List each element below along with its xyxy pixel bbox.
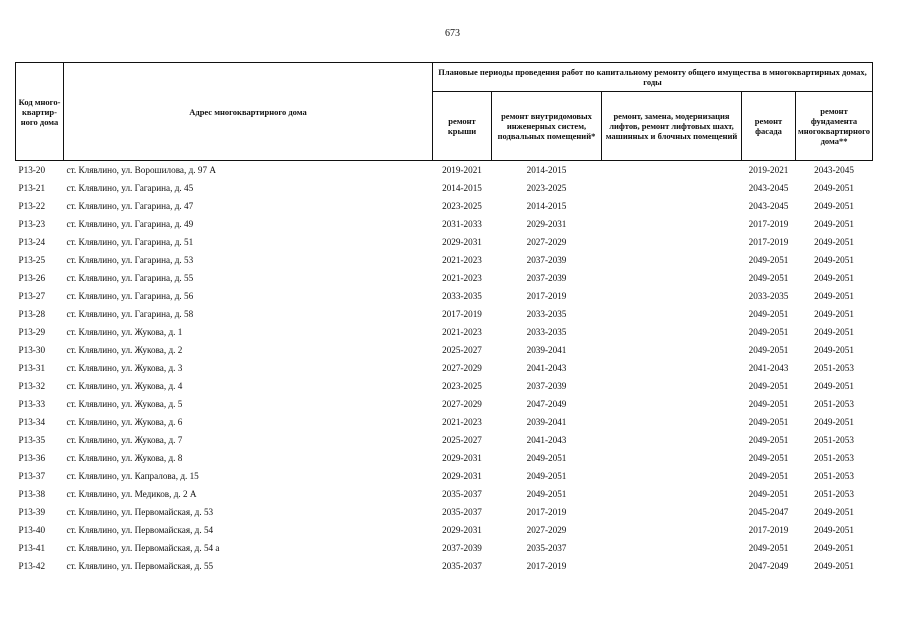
roof-period-cell: 2029-2031 [442, 237, 482, 247]
engineering-period-cell: 2037-2039 [526, 273, 567, 283]
lift-period-cell [602, 341, 742, 359]
facade-period-cell: 2043-2045 [748, 183, 789, 193]
facade-period-cell: 2041-2043 [748, 363, 789, 373]
lift-period-cell [602, 449, 742, 467]
engineering-period-cell: 2039-2041 [526, 417, 567, 427]
table-row [16, 395, 873, 413]
facade-period-cell: 2047-2049 [748, 561, 789, 571]
roof-period-cell: 2033-2035 [442, 291, 482, 301]
building-code-cell: Р13-27 [18, 291, 46, 301]
table-row [16, 557, 873, 575]
table-row [16, 485, 873, 503]
facade-period-cell: 2043-2045 [748, 201, 789, 211]
table-row [16, 413, 873, 431]
table-row [16, 341, 873, 359]
building-code-cell: Р13-24 [18, 237, 46, 247]
header-foundation-repair: ремонт фундамента многоквартирного дома** [796, 92, 873, 161]
building-code-cell: Р13-20 [18, 165, 46, 175]
building-code-cell: Р13-31 [18, 363, 46, 373]
lift-period-cell [602, 251, 742, 269]
foundation-period-cell: 2051-2053 [814, 471, 854, 481]
address-cell: ст. Клявлино, ул. Капралова, д. 15 [66, 471, 199, 481]
facade-period-cell: 2049-2051 [748, 273, 789, 283]
lift-period-cell [602, 521, 742, 539]
roof-period-cell: 2021-2023 [442, 255, 482, 265]
roof-period-cell: 2035-2037 [442, 561, 482, 571]
facade-period-cell: 2049-2051 [748, 255, 789, 265]
table-row [16, 359, 873, 377]
engineering-period-cell: 2033-2035 [526, 327, 567, 337]
engineering-period-cell: 2023-2025 [526, 183, 567, 193]
building-code-cell: Р13-25 [18, 255, 46, 265]
roof-period-cell: 2035-2037 [442, 507, 482, 517]
foundation-period-cell: 2049-2051 [814, 291, 854, 301]
facade-period-cell: 2049-2051 [748, 453, 789, 463]
engineering-period-cell: 2039-2041 [526, 345, 567, 355]
roof-period-cell: 2035-2037 [442, 489, 482, 499]
address-cell: ст. Клявлино, ул. Гагарина, д. 55 [66, 273, 194, 283]
address-cell: ст. Клявлино, ул. Гагарина, д. 58 [66, 309, 194, 319]
table-row [16, 323, 873, 341]
engineering-period-cell: 2027-2029 [526, 525, 567, 535]
engineering-period-cell: 2037-2039 [526, 381, 567, 391]
lift-period-cell [602, 467, 742, 485]
lift-period-cell [602, 413, 742, 431]
foundation-period-cell: 2049-2051 [814, 201, 854, 211]
address-cell: ст. Клявлино, ул. Медиков, д. 2 А [66, 489, 197, 499]
table-header [16, 63, 873, 161]
roof-period-cell: 2031-2033 [442, 219, 482, 229]
facade-period-cell: 2049-2051 [748, 471, 789, 481]
table-row [16, 179, 873, 197]
roof-period-cell: 2029-2031 [442, 471, 482, 481]
lift-period-cell [602, 179, 742, 197]
lift-period-cell [602, 377, 742, 395]
address-cell: ст. Клявлино, ул. Жукова, д. 2 [66, 345, 183, 355]
roof-period-cell: 2027-2029 [442, 363, 482, 373]
table-row [16, 431, 873, 449]
header-engineering-systems-repair: ремонт внутридомовых инженерных систем, подвальных помещений* [492, 92, 602, 161]
foundation-period-cell: 2049-2051 [814, 345, 854, 355]
building-code-cell: Р13-22 [18, 201, 46, 211]
table-row [16, 233, 873, 251]
table-row [16, 521, 873, 539]
foundation-period-cell: 2049-2051 [814, 183, 854, 193]
table-row [16, 377, 873, 395]
facade-period-cell: 2045-2047 [748, 507, 789, 517]
table-row [16, 305, 873, 323]
address-cell: ст. Клявлино, ул. Жукова, д. 4 [66, 381, 183, 391]
lift-period-cell [602, 431, 742, 449]
building-code-cell: Р13-23 [18, 219, 46, 229]
header-address: Адрес многоквартирного дома [64, 63, 433, 161]
address-cell: ст. Клявлино, ул. Ворошилова, д. 97 А [66, 165, 216, 175]
foundation-period-cell: 2051-2053 [814, 453, 854, 463]
foundation-period-cell: 2049-2051 [814, 273, 854, 283]
lift-period-cell [602, 539, 742, 557]
lift-period-cell [602, 323, 742, 341]
engineering-period-cell: 2014-2015 [526, 201, 567, 211]
address-cell: ст. Клявлино, ул. Гагарина, д. 53 [66, 255, 194, 265]
lift-period-cell [602, 269, 742, 287]
roof-period-cell: 2029-2031 [442, 453, 482, 463]
foundation-period-cell: 2049-2051 [814, 543, 854, 553]
foundation-period-cell: 2051-2053 [814, 435, 854, 445]
lift-period-cell [602, 161, 742, 180]
foundation-period-cell: 2049-2051 [814, 561, 854, 571]
table-row [16, 467, 873, 485]
engineering-period-cell: 2049-2051 [526, 471, 567, 481]
address-cell: ст. Клявлино, ул. Гагарина, д. 51 [66, 237, 194, 247]
roof-period-cell: 2021-2023 [442, 417, 482, 427]
address-cell: ст. Клявлино, ул. Жукова, д. 1 [66, 327, 183, 337]
roof-period-cell: 2025-2027 [442, 435, 482, 445]
engineering-period-cell: 2017-2019 [526, 561, 567, 571]
building-code-cell: Р13-28 [18, 309, 46, 319]
building-code-cell: Р13-42 [18, 561, 46, 571]
facade-period-cell: 2049-2051 [748, 543, 789, 553]
table-row [16, 287, 873, 305]
engineering-period-cell: 2033-2035 [526, 309, 567, 319]
foundation-period-cell: 2049-2051 [814, 525, 854, 535]
foundation-period-cell: 2049-2051 [814, 381, 854, 391]
address-cell: ст. Клявлино, ул. Жукова, д. 3 [66, 363, 183, 373]
table-row [16, 197, 873, 215]
building-code-cell: Р13-30 [18, 345, 46, 355]
foundation-period-cell: 2049-2051 [814, 507, 854, 517]
engineering-period-cell: 2041-2043 [526, 363, 567, 373]
header-facade-repair: ремонт фасада [742, 92, 796, 161]
building-code-cell: Р13-21 [18, 183, 46, 193]
header-planned-periods: Плановые периоды проведения работ по капитальному ремонту общего имущества в многоквартирных домах, годы [433, 63, 873, 92]
address-cell: ст. Клявлино, ул. Гагарина, д. 45 [66, 183, 194, 193]
page-number: 673 [445, 28, 460, 39]
roof-period-cell: 2023-2025 [442, 381, 482, 391]
roof-period-cell: 2027-2029 [442, 399, 482, 409]
table-row [16, 449, 873, 467]
address-cell: ст. Клявлино, ул. Гагарина, д. 49 [66, 219, 194, 229]
roof-period-cell: 2021-2023 [442, 273, 482, 283]
table-row [16, 539, 873, 557]
address-cell: ст. Клявлино, ул. Первомайская, д. 54 [66, 525, 214, 535]
facade-period-cell: 2049-2051 [748, 381, 789, 391]
engineering-period-cell: 2035-2037 [526, 543, 567, 553]
address-cell: ст. Клявлино, ул. Жукова, д. 6 [66, 417, 183, 427]
building-code-cell: Р13-38 [18, 489, 46, 499]
foundation-period-cell: 2049-2051 [814, 219, 854, 229]
roof-period-cell: 2019-2021 [442, 165, 482, 175]
building-code-cell: Р13-36 [18, 453, 46, 463]
foundation-period-cell: 2051-2053 [814, 363, 854, 373]
facade-period-cell: 2049-2051 [748, 345, 789, 355]
lift-period-cell [602, 359, 742, 377]
foundation-period-cell: 2049-2051 [814, 327, 854, 337]
address-cell: ст. Клявлино, ул. Первомайская, д. 55 [66, 561, 214, 571]
foundation-period-cell: 2049-2051 [814, 255, 854, 265]
address-cell: ст. Клявлино, ул. Первомайская, д. 53 [66, 507, 214, 517]
address-cell: ст. Клявлино, ул. Жукова, д. 7 [66, 435, 183, 445]
table-body [16, 161, 873, 576]
facade-period-cell: 2017-2019 [748, 237, 789, 247]
facade-period-cell: 2019-2021 [748, 165, 789, 175]
engineering-period-cell: 2027-2029 [526, 237, 567, 247]
building-code-cell: Р13-39 [18, 507, 46, 517]
engineering-period-cell: 2037-2039 [526, 255, 567, 265]
roof-period-cell: 2023-2025 [442, 201, 482, 211]
lift-period-cell [602, 305, 742, 323]
lift-period-cell [602, 485, 742, 503]
foundation-period-cell: 2051-2053 [814, 399, 854, 409]
engineering-period-cell: 2049-2051 [526, 489, 567, 499]
foundation-period-cell: 2049-2051 [814, 237, 854, 247]
lift-period-cell [602, 557, 742, 575]
facade-period-cell: 2049-2051 [748, 399, 789, 409]
table-row [16, 161, 873, 180]
lift-period-cell [602, 197, 742, 215]
facade-period-cell: 2049-2051 [748, 417, 789, 427]
address-cell: ст. Клявлино, ул. Гагарина, д. 56 [66, 291, 194, 301]
header-building-code: Код много-квартир-ного дома [16, 63, 64, 161]
building-code-cell: Р13-41 [18, 543, 46, 553]
building-code-cell: Р13-40 [18, 525, 46, 535]
facade-period-cell: 2049-2051 [748, 435, 789, 445]
header-roof-repair: ремонт крыши [433, 92, 492, 161]
foundation-period-cell: 2049-2051 [814, 417, 854, 427]
lift-period-cell [602, 215, 742, 233]
building-code-cell: Р13-34 [18, 417, 46, 427]
lift-period-cell [602, 233, 742, 251]
facade-period-cell: 2017-2019 [748, 219, 789, 229]
roof-period-cell: 2037-2039 [442, 543, 482, 553]
building-code-cell: Р13-26 [18, 273, 46, 283]
address-cell: ст. Клявлино, ул. Жукова, д. 5 [66, 399, 183, 409]
facade-period-cell: 2049-2051 [748, 489, 789, 499]
engineering-period-cell: 2029-2031 [526, 219, 567, 229]
roof-period-cell: 2021-2023 [442, 327, 482, 337]
facade-period-cell: 2049-2051 [748, 327, 789, 337]
lift-period-cell [602, 395, 742, 413]
engineering-period-cell: 2017-2019 [526, 507, 567, 517]
foundation-period-cell: 2049-2051 [814, 309, 854, 319]
address-cell: ст. Клявлино, ул. Гагарина, д. 47 [66, 201, 194, 211]
lift-period-cell [602, 503, 742, 521]
engineering-period-cell: 2017-2019 [526, 291, 567, 301]
facade-period-cell: 2049-2051 [748, 309, 789, 319]
building-code-cell: Р13-29 [18, 327, 46, 337]
engineering-period-cell: 2041-2043 [526, 435, 567, 445]
address-cell: ст. Клявлино, ул. Первомайская, д. 54 а [66, 543, 220, 553]
building-code-cell: Р13-35 [18, 435, 46, 445]
foundation-period-cell: 2051-2053 [814, 489, 854, 499]
building-code-cell: Р13-37 [18, 471, 46, 481]
foundation-period-cell: 2043-2045 [814, 165, 854, 175]
engineering-period-cell: 2049-2051 [526, 453, 567, 463]
address-cell: ст. Клявлино, ул. Жукова, д. 8 [66, 453, 183, 463]
roof-period-cell: 2014-2015 [442, 183, 482, 193]
facade-period-cell: 2033-2035 [748, 291, 789, 301]
engineering-period-cell: 2014-2015 [526, 165, 567, 175]
table-row [16, 269, 873, 287]
engineering-period-cell: 2047-2049 [526, 399, 567, 409]
table-row [16, 215, 873, 233]
lift-period-cell [602, 287, 742, 305]
building-code-cell: Р13-33 [18, 399, 46, 409]
table-row [16, 251, 873, 269]
roof-period-cell: 2029-2031 [442, 525, 482, 535]
table-row [16, 503, 873, 521]
capital-repair-schedule-table [15, 62, 873, 575]
building-code-cell: Р13-32 [18, 381, 46, 391]
facade-period-cell: 2017-2019 [748, 525, 789, 535]
roof-period-cell: 2017-2019 [442, 309, 482, 319]
roof-period-cell: 2025-2027 [442, 345, 482, 355]
header-lift-repair: ремонт, замена, модернизация лифтов, ремонт лифтовых шахт, машинных и блочных помещений [602, 92, 742, 161]
